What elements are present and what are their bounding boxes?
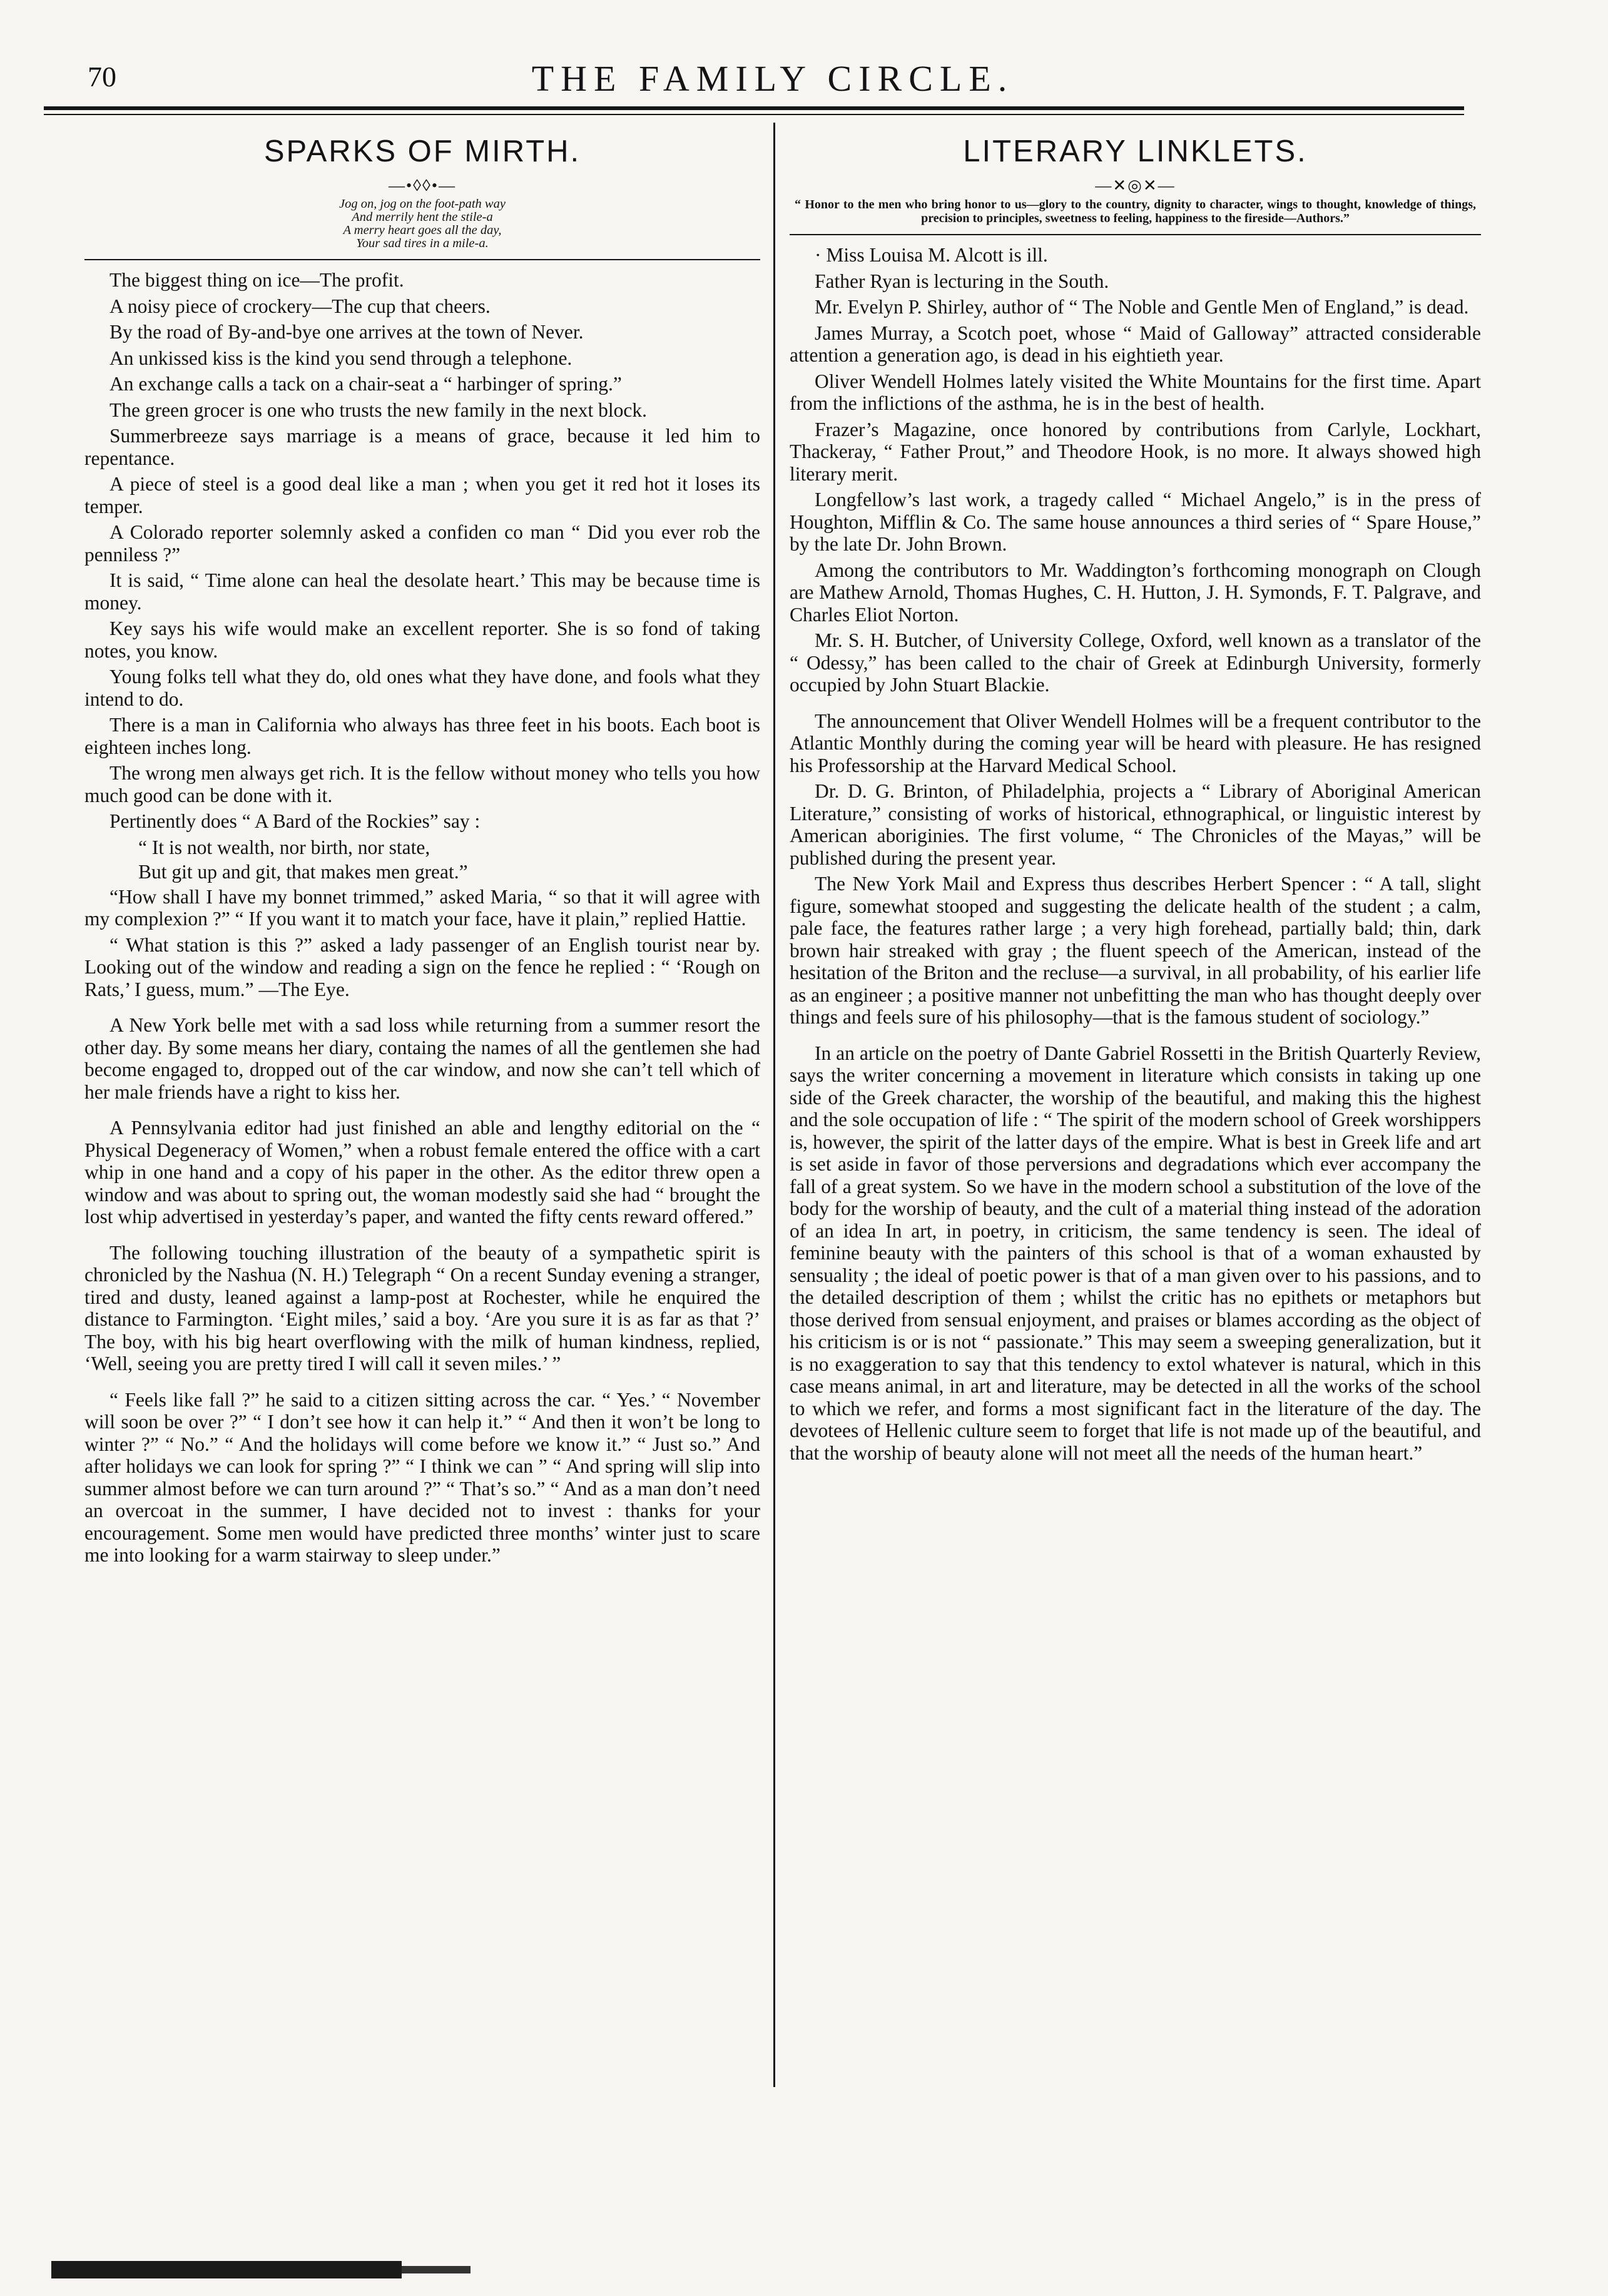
section-motto: “ Honor to the men who bring honor to us—glory to the country, dignity to character, wings to thought, knowledge of things, precision to principles, sweetness to feeling, happiness to the fireside—Authors.” [795,198,1476,225]
epigraph-line: And merrily hent the stile-a [352,210,493,224]
paragraph: Mr. Evelyn P. Shirley, author of “ The Noble and Gentle Men of England,” is dead. [815,296,1469,318]
column-sparks-of-mirth [84,123,760,2087]
paragraph: Longfellow’s last work, a tragedy called “ Michael Angelo,” is in the press of Houghton, Mifflin & Co. The same house announces a third series of “ Spare House,” by the late Dr. John Brown. [790,489,1481,555]
paragraph: The announcement that Oliver Wendell Holmes will be a frequent contributor to the Atlantic Monthly during the coming year will be heard with pleasure. He has resigned his Professorship at the Harvard Medical School. [790,709,1481,776]
paragraph: It is said, “ Time alone can heal the desolate heart.’ This may be because time is money. [84,569,760,614]
section-rule [84,259,760,260]
paragraph: Pertinently does “ A Bard of the Rockies” say : [109,810,481,832]
page-number: 70 [88,61,116,93]
epigraph-line: A merry heart goes all the day, [343,223,502,237]
scan-artifact-bar [402,2266,471,2273]
section-title: LITERARY LINKLETS. [963,135,1308,168]
scan-artifact-bar [51,2261,402,2278]
paragraph: “How shall I have my bonnet trimmed,” asked Maria, “ so that it will agree with my complexion ?” “ If you want it to match your face, have it plain,” replied Hattie. [84,885,760,930]
paragraph: Mr. S. H. Butcher, of University College, Oxford, well known as a translator of the “ Odessy,” has been called to the chair of Greek at Edinburgh University, formerly occupied by John Stuart Blackie. [790,629,1481,696]
paragraph: Key says his wife would make an excellent reporter. She is so fond of taking notes, you know. [84,617,760,662]
paragraph: The wrong men always get rich. It is the fellow without money who tells you how much good can be done with it. [84,762,760,806]
paragraph: · Miss Louisa M. Alcott is ill. [815,244,1048,266]
section-rule [790,234,1481,235]
section-head-right [790,134,1481,235]
paragraph: Among the contributors to Mr. Waddington’s forthcoming monograph on Clough are Mathew Arnold, Thomas Hughes, C. H. Hutton, J. H. Symonds, F. T. Palgrave, and Charles Eliot Norton. [790,559,1481,626]
paragraph: There is a man in California who always has three feet in his boots. Each boot is eighteen inches long. [84,714,760,758]
page-header [81,55,1464,105]
story-paragraph: A Pennsylvania editor had just finished an able and lengthy editorial on the “ Physical Degeneracy of Women,” when a robust female entered the office with a cart whip in one hand and a copy of his paper in the other. As the editor threw open a window and was about to spring out, the woman modestly said she had “ brought the lost whip advertised in yesterday’s paper, and wanted the fifty cents reward offered.” [84,1117,760,1227]
column-literary-linklets [790,123,1481,2087]
story-paragraph: “ Feels like fall ?” he said to a citizen sitting across the car. “ Yes.’ “ November will soon be over ?” “ I don’t see how it can help it.” “ And then it won’t be long to winter ?” “ No.” “ And the holidays will come before we know it.” “ Just so.” And after holidays we can look for spring ?” “ I think we can ” “ And spring will slip into summer almost before we can turn around ?” “ That’s so.” “ And as a man don’t need an overcoat in the summer, I have decided not to invest : thanks for your encouragement. Some men would have predicted three months’ winter just to scare me into looking for a warm stairway to sleep under.” [84,1388,760,1566]
running-title: THE FAMILY CIRCLE. [531,58,1014,99]
epigraph-line: Your sad tires in a mile-a. [356,236,489,250]
ornament-divider: —•◊◊•— [389,176,456,195]
header-rule-thin [44,114,1464,115]
paragraph: In an article on the poetry of Dante Gabriel Rossetti in the British Quarterly Review, says the writer concerning a movement in literature which consists in taking up one side of the Greek character, the worship of the beautiful, and making this the highest and the sole occupation of life : “ The spirit of the modern school of Greek worshippers is, however, the spirit of the latter days of the empire. What is best in Greek life and art is set aside in favor of those perversions and degradations which ever accompany the fall of a great system. So we have in the modern school a substitution of the love of the body for the worship of beauty, and the cult of a material thing instead of the adoration of an idea In art, in poetry, in criticism, the same tendency is seen. The ideal of feminine beauty with the painters of this school is that of a woman exhausted by sensuality ; the ideal of poetic power is that of a man given over to his passions, and to the detailed description of them ; whilst the critic has no epithets or metaphors but those derived from sensual enjoyment, and praises or blames according as the object of his criticism is or is not “ passionate.” This may seem a sweeping generalization, but it is no exaggeration to say that this tendency to extol whatever is natural, which in this case means animal, in art and literature, may be detected in all the works of the school to which we refer, and forms a most significant fact in the literature of the day. The devotees of Hellenic culture seem to forget that life is not made up of the beautiful, and that the worship of beauty alone will not meet all the needs of the human heart.” [790,1042,1481,1464]
paragraph: James Murray, a Scotch poet, whose “ Maid of Galloway” attracted considerable attention a generation ago, is dead in his eightieth year. [790,322,1481,366]
paragraph: “ What station is this ?” asked a lady passenger of an English tourist near by. Looking out of the window and reading a sign on the fence he replied : “ ‘Rough on Rats,’ I guess, mum.” —The Eye. [84,933,760,1000]
paragraph: Oliver Wendell Holmes lately visited the White Mountains for the first time. Apart from the inflictions of the asthma, he is in the best of health. [790,370,1481,414]
paragraph: An unkissed kiss is the kind you send through a telephone. [109,347,572,369]
paragraph: Dr. D. G. Brinton, of Philadelphia, projects a “ Library of Aboriginal American Literature,” consisting of works of historical, ethnographical, or linguistic interest by American aboriginies. The first volume, “ The Chronicles of the Mayas,” will be published during the present year. [790,780,1481,869]
epigraph-line: Jog on, jog on the foot-path way [339,197,506,211]
paragraph: By the road of By-and-bye one arrives at the town of Never. [109,321,584,343]
paragraph: Young folks tell what they do, old ones what they have done, and fools what they intend to do. [84,666,760,710]
paragraph: An exchange calls a tack on a chair-seat a “ harbinger of spring.” [109,373,622,395]
verse-line: “ It is not wealth, nor birth, nor state, [138,836,430,858]
paragraph: Summerbreeze says marriage is a means of grace, because it led him to repentance. [84,425,760,469]
paragraph: A noisy piece of crockery—The cup that cheers. [109,295,491,317]
story-paragraph: A New York belle met with a sad loss while returning from a summer resort the other day. By some means her diary, containg the names of all the gentlemen she had become engaged to, dropped out of the car window, and now she can’t tell which of her male friends have a right to kiss her. [84,1014,760,1103]
column-divider [773,123,775,2087]
story-paragraph: The following touching illustration of the beauty of a sympathetic spirit is chronicled by the Nashua (N. H.) Telegraph “ On a recent Sunday evening a stranger, tired and dusty, leaned against a lamp-post at Rochester, while he enquired the distance to Farmington. ‘Eight miles,’ said a boy. ‘Are you sure it is as far as that ?’ The boy, with his big heart overflowing with the milk of human kindness, replied, ‘Well, seeing you are pretty tired I will call it seven miles.’ ” [84,1241,760,1374]
paragraph: The green grocer is one who trusts the new family in the next block. [109,399,648,421]
ornament-divider: —✕◎✕— [1095,176,1176,195]
paragraph: Father Ryan is lecturing in the South. [815,270,1109,292]
section-title: SPARKS OF MIRTH. [263,135,581,168]
paragraph: Frazer’s Magazine, once honored by contributions from Carlyle, Lockhart, Thackeray, “ Father Prout,” and Theodore Hook, is no more. It always showed high literary merit. [790,418,1481,485]
paragraph: A Colorado reporter solemnly asked a confiden co man “ Did you ever rob the penniless ?” [84,521,760,566]
header-rule-thick [44,106,1464,110]
paragraph: A piece of steel is a good deal like a man ; when you get it red hot it loses its temper. [84,473,760,517]
paragraph: The biggest thing on ice—The profit. [109,269,404,291]
section-body [84,269,760,1567]
paragraph: The New York Mail and Express thus describes Herbert Spencer : “ A tall, slight figure, somewhat stooped and suggesting the delicate health of the student ; a calm, pale face, the features rather large ; a very high forehead, partially bald; thin, dark brown hair streaked with gray ; the fluent speech of the American, instead of the hesitation of the Briton and the recluse—a survival, in all probability, of his earlier life as an engineer ; a positive manner not unbefitting the man who has thought deeply over things and feels sure of his philosophy—that is the famous student of sociology.” [790,873,1481,1028]
section-body [790,244,1481,1464]
section-head-left [84,134,760,260]
verse-line: But git up and git, that makes men great.” [138,861,468,883]
